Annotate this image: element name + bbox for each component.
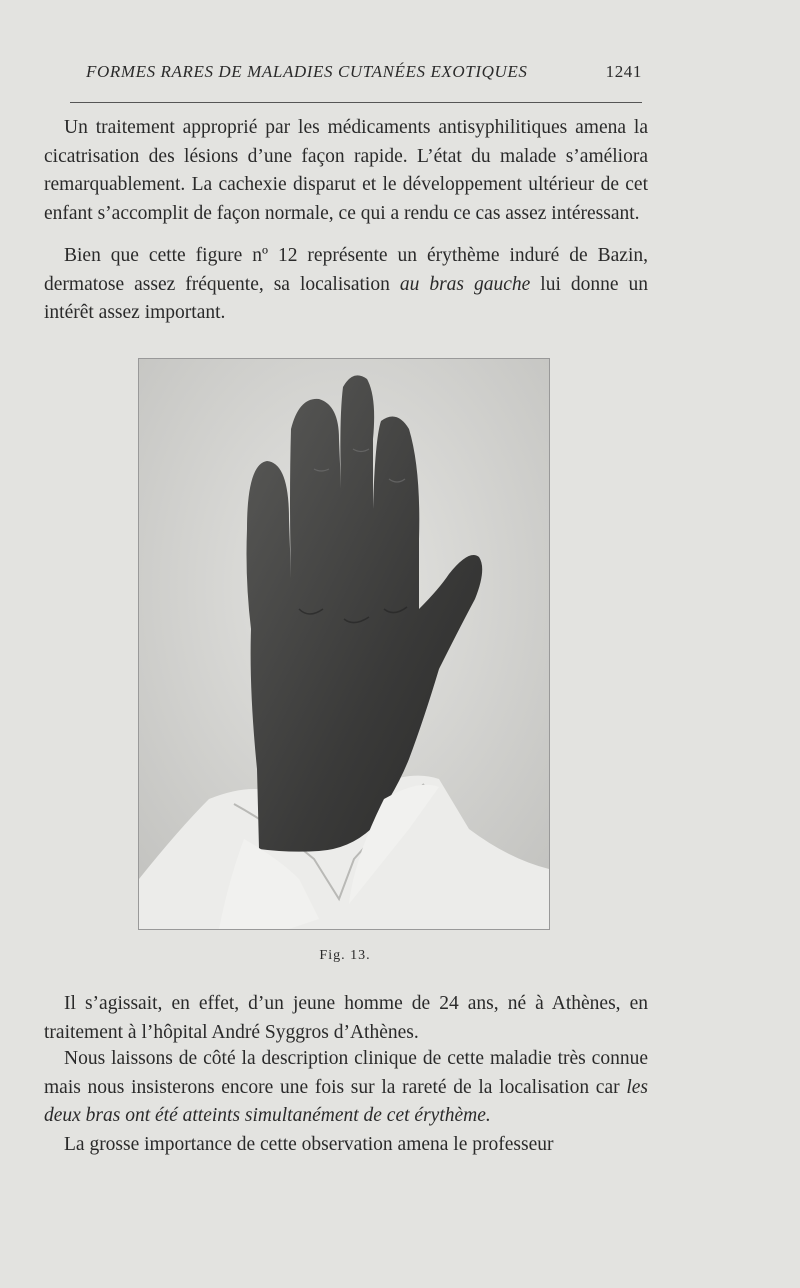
paragraph-5-text: La grosse importance de cette observation amena le professeur [64, 1134, 554, 1155]
header-rule [70, 102, 642, 103]
paragraph-4 [44, 1045, 648, 1131]
paragraph-4-text-a: Nous laissons de côté la description clinique de cette maladie très connue mais nous insisterons encore une fois sur la rareté de la localisation car [44, 1048, 648, 1098]
paragraph-5 [44, 1131, 648, 1160]
paragraph-2-text-a: Bien que cette figure nº 12 représente un érythème induré de Bazin, dermatose assez fréquente, sa localisation [44, 245, 648, 295]
paragraph-1-text: Un traitement approprié par les médicaments antisyphilitiques amena la cicatrisation des lésions d’une façon rapide. L’état du malade s’améliora remarquablement. La cachexie disparut et le développement ultérieur de cet enfant s’accomplit de façon normale, ce qui a rendu ce cas assez intéressant. [44, 117, 648, 224]
figure-photograph [138, 358, 550, 930]
page-number: 1241 [605, 62, 642, 81]
paragraph-3-text: Il s’agissait, en effet, d’un jeune homme de 24 ans, né à Athènes, en traitement à l’hôpital André Syggros d’Athènes. [44, 993, 648, 1043]
paragraph-4-emphasis: les deux bras ont été atteints simultanément de cet érythème. [44, 1076, 648, 1126]
paragraph-2-text-b: lui donne un intérêt assez important. [44, 273, 648, 323]
figure-caption: Fig. 13. [319, 948, 371, 963]
paragraph-1 [44, 114, 648, 228]
hand-photograph-icon [139, 359, 549, 929]
paragraph-3 [44, 990, 648, 1047]
running-head: FORMES RARES DE MALADIES CUTANÉES EXOTIQUES [86, 62, 528, 81]
paragraph-2-emphasis: au bras gauche [399, 273, 531, 295]
paragraph-2 [44, 242, 648, 328]
